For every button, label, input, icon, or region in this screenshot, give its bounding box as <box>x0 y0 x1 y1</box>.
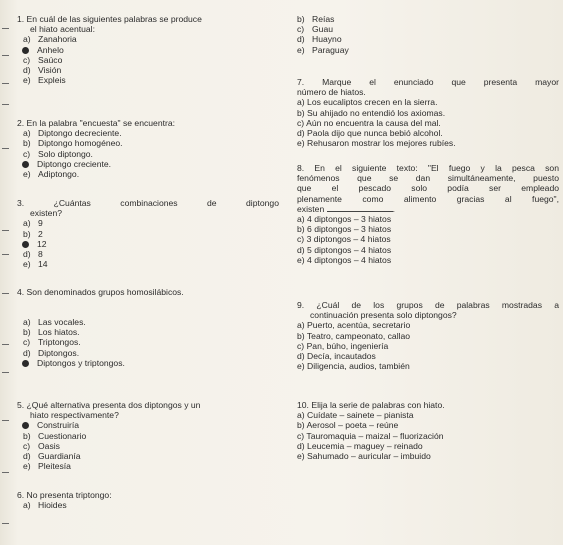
question-4 <box>17 287 279 297</box>
question-stem: que el pescado solo podía ser empleado <box>297 183 559 194</box>
option-b[interactable]: b) Teatro, campeonato, callao <box>297 330 411 341</box>
option-c[interactable]: c) 3 diptongos – 4 hiatos <box>297 234 391 245</box>
question-stem: 9. ¿Cuál de los grupos de palabras mostradas a <box>297 300 559 310</box>
question-2 <box>17 118 279 179</box>
option-d[interactable]: d) Visión <box>23 65 62 76</box>
question-10 <box>297 400 559 461</box>
option-e[interactable]: e) Diligencia, audios, también <box>297 361 410 372</box>
option-a[interactable]: a) Hioides <box>23 500 67 511</box>
question-stem: 2. En la palabra "encuesta" se encuentra: <box>17 118 176 128</box>
option-b[interactable]: b) Su ahijado no entendió los axiomas. <box>297 107 446 118</box>
option-c[interactable]: c) Guau <box>297 24 334 35</box>
option-d[interactable]: d) Diptongos. <box>23 347 80 358</box>
option-d-marked[interactable]: Diptongo creciente. <box>17 159 279 169</box>
option-b[interactable]: b) Diptongo homogéneo. <box>23 138 123 149</box>
question-stem: 5. ¿Qué alternativa presenta dos diptongos y un <box>17 400 201 410</box>
filled-circle-mark-icon <box>22 47 29 54</box>
question-stem: 10. Elija la serie de palabras con hiato. <box>297 400 445 410</box>
option-b-marked[interactable]: Anhelo <box>17 45 279 55</box>
option-c[interactable]: c) Triptongos. <box>23 337 81 348</box>
question-7 <box>297 77 559 148</box>
option-e[interactable]: e) Expleis <box>23 75 66 86</box>
question-stem: plenamente como alimento gracias al fuego", <box>297 193 559 204</box>
option-c[interactable]: c) Saúco <box>23 54 63 65</box>
option-a[interactable]: a) Puerto, acentúa, secretario <box>297 320 411 331</box>
option-c[interactable]: c) Solo diptongo. <box>23 148 93 159</box>
question-1-options-continued <box>297 14 559 55</box>
option-a-marked[interactable]: Construiría <box>17 420 279 430</box>
option-a[interactable]: a) Diptongo decreciente. <box>23 128 122 139</box>
question-stem: existen . <box>297 203 396 214</box>
option-a[interactable]: a) 4 diptongos – 3 hiatos <box>297 214 392 225</box>
option-a[interactable]: a) Los eucaliptos crecen en la sierra. <box>297 97 438 108</box>
option-a[interactable]: a) Las vocales. <box>23 317 86 327</box>
option-b[interactable]: b) 6 diptongos – 3 hiatos <box>297 224 392 235</box>
option-c-marked[interactable]: 12 <box>17 239 279 249</box>
question-4-options <box>17 317 279 368</box>
question-stem: 6. No presenta triptongo: <box>17 490 112 500</box>
option-d[interactable]: d) Paola dijo que nunca bebió alcohol. <box>297 128 443 139</box>
question-stem: 4. Son denominados grupos homosilábicos. <box>17 287 184 297</box>
option-b[interactable]: b) Reías <box>297 14 335 24</box>
option-d[interactable]: d) 5 diptongos – 4 hiatos <box>297 244 392 255</box>
question-stem: 3. ¿Cuántas combinaciones de diptongo <box>17 198 279 208</box>
option-e[interactable]: e) 4 diptongos – 4 hiatos <box>297 254 392 265</box>
option-b[interactable]: b) Cuestionario <box>23 430 87 441</box>
question-stem: 1. En cuál de las siguientes palabras se produce <box>17 14 202 24</box>
option-e[interactable]: e) Adiptongo. <box>23 169 80 180</box>
option-d[interactable]: d) Decía, incautados <box>297 351 376 362</box>
option-c[interactable]: c) Oasis <box>23 440 60 451</box>
question-stem: 7. Marque el enunciado que presenta mayor <box>297 77 559 87</box>
option-b[interactable]: b) Aerosol – poeta – reúne <box>297 420 399 431</box>
question-stem: existen? <box>30 208 63 219</box>
option-e[interactable]: e) Paraguay <box>297 44 349 55</box>
option-c[interactable]: c) Aún no encuentra la causa del mal. <box>297 117 441 128</box>
option-d[interactable]: d) 8 <box>23 249 43 260</box>
question-6 <box>17 490 279 510</box>
option-d[interactable]: d) Guardianía <box>23 451 81 462</box>
filled-circle-mark-icon <box>22 360 29 367</box>
filled-circle-mark-icon <box>22 161 29 168</box>
option-a[interactable]: a) 9 <box>23 218 43 229</box>
question-5 <box>17 400 279 471</box>
option-e[interactable]: e) Pleitesía <box>23 461 71 472</box>
option-c[interactable]: c) Tauromaquia – maizal – fluorización <box>297 430 444 441</box>
question-stem: continuación presenta solo diptongos? <box>310 310 457 321</box>
question-9 <box>297 300 559 371</box>
option-e[interactable]: e) 14 <box>23 259 48 270</box>
question-stem: fenómenos que se dan simultáneamente, puesto <box>297 173 559 184</box>
option-b[interactable]: b) Los hiatos. <box>23 327 80 338</box>
filled-circle-mark-icon <box>22 422 29 429</box>
option-a[interactable]: a) Cuídate – sainete – pianista <box>297 410 414 421</box>
question-stem: hiato respectivamente? <box>30 410 119 421</box>
question-stem: el hiato acentual: <box>30 24 95 35</box>
margin-binding-marks <box>0 0 12 545</box>
option-d[interactable]: d) Leucemia – maguey – reinado <box>297 440 423 451</box>
answer-blank[interactable] <box>327 204 393 212</box>
question-stem: número de hiatos. <box>297 87 366 98</box>
option-a[interactable]: a) Zanahoria <box>23 34 77 45</box>
option-e[interactable]: e) Sahumado – auricular – imbuido <box>297 451 431 462</box>
question-1 <box>17 14 279 85</box>
option-c[interactable]: c) Pan, búho, ingeniería <box>297 340 389 351</box>
option-d[interactable]: d) Huayno <box>297 34 342 45</box>
question-3 <box>17 198 279 269</box>
question-8 <box>297 163 559 265</box>
option-e[interactable]: e) Rehusaron mostrar los mejores rubíes. <box>297 138 456 149</box>
question-stem: 8. En el siguiente texto: "El fuego y la pesca son <box>297 163 559 173</box>
filled-circle-mark-icon <box>22 241 29 248</box>
option-b[interactable]: b) 2 <box>23 228 43 239</box>
option-e-marked[interactable]: Diptongos y triptongos. <box>17 358 279 368</box>
